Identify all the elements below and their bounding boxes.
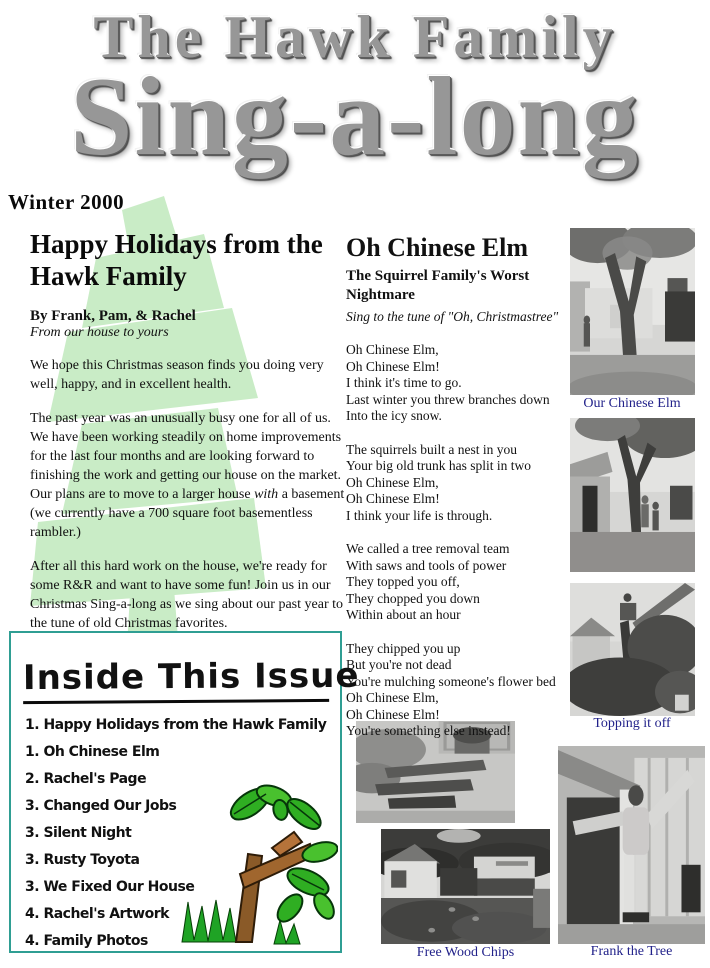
song-verse-3 bbox=[346, 541, 562, 624]
verse-line: They chipped you up bbox=[346, 640, 461, 656]
frank-photo-caption: Frank the Tree bbox=[590, 944, 673, 959]
toc-label: Rachel's Page bbox=[43, 771, 147, 787]
tree-removal-photo-graphic bbox=[570, 418, 695, 572]
toc-page-number: 2. bbox=[25, 771, 40, 787]
toc-label: Family Photos bbox=[43, 933, 148, 949]
verse-line: The squirrels built a nest in you bbox=[346, 441, 517, 457]
toc-page-number: 3. bbox=[25, 852, 40, 868]
verse-line: With saws and tools of power bbox=[346, 557, 507, 573]
song-column bbox=[346, 234, 562, 740]
verse-line: You're something else instead! bbox=[346, 723, 511, 738]
song-verse-4 bbox=[346, 641, 562, 740]
topping-photo-graphic bbox=[570, 583, 695, 716]
article-title: Happy Holidays from the Hawk Family bbox=[30, 229, 323, 291]
verse-line: Oh Chinese Elm! bbox=[346, 491, 440, 506]
article-paragraph-1: We hope this Christmas season finds you doing very well, happy, and in excellent health. bbox=[30, 358, 324, 392]
toc-page-number: 3. bbox=[25, 798, 40, 814]
verse-line: Your big old trunk has split in two bbox=[346, 458, 532, 473]
toc-label: Happy Holidays from the Hawk Family bbox=[43, 717, 327, 733]
song-title: Oh Chinese Elm bbox=[346, 233, 529, 262]
toc-page-number: 3. bbox=[25, 879, 40, 895]
toc-item bbox=[25, 874, 340, 901]
article-byline: By Frank, Pam, & Rachel bbox=[30, 308, 196, 324]
toc-label: Silent Night bbox=[43, 825, 132, 841]
toc-item bbox=[25, 739, 340, 766]
verse-line: I think your life is through. bbox=[346, 507, 493, 523]
wood-chipper-photo bbox=[381, 829, 550, 944]
toc-item bbox=[25, 766, 340, 793]
verse-line: Oh Chinese Elm! bbox=[346, 706, 440, 722]
article-paragraph-3: After all this hard work on the house, we're ready for some R&R and want to have some fun! Join us in our Christmas Sing-a-long as we sing about our past year to the tune of old Christmas favorites. bbox=[30, 559, 344, 631]
verse-line: You're mulching someone's flower bed bbox=[346, 673, 556, 689]
verse-line: Oh Chinese Elm! bbox=[346, 358, 440, 374]
masthead-title-line1: The Hawk Family bbox=[93, 4, 617, 70]
topping-photo bbox=[570, 583, 695, 716]
toc-item bbox=[25, 847, 340, 874]
toc-item bbox=[25, 928, 340, 955]
verse-line: Into the icy snow. bbox=[346, 408, 442, 423]
inside-issue-list bbox=[11, 712, 340, 955]
song-tune-note: Sing to the tune of "Oh, Christmastree" bbox=[346, 309, 559, 324]
song-verse-2 bbox=[346, 442, 562, 525]
frank-photo bbox=[558, 746, 705, 944]
toc-item bbox=[25, 820, 340, 847]
verse-line: Oh Chinese Elm, bbox=[346, 474, 439, 490]
article-tagline: From our house to yours bbox=[30, 325, 169, 340]
inside-issue-title: Inside This Issue bbox=[23, 656, 329, 704]
verse-line: They chopped you down bbox=[346, 590, 480, 606]
elm-photo-caption: Our Chinese Elm bbox=[583, 396, 681, 411]
toc-label: Oh Chinese Elm bbox=[43, 744, 160, 760]
wood-chipper-photo-graphic bbox=[381, 829, 550, 944]
toc-label: Rusty Toyota bbox=[43, 852, 140, 868]
verse-line: Oh Chinese Elm, bbox=[346, 690, 439, 705]
toc-page-number: 4. bbox=[25, 933, 40, 949]
toc-item bbox=[25, 712, 340, 739]
verse-line: Last winter you threw branches down bbox=[346, 391, 550, 407]
article-paragraph-2 bbox=[30, 409, 350, 542]
left-article bbox=[30, 228, 350, 633]
toc-page-number: 1. bbox=[25, 717, 40, 733]
masthead-title-line2: Sing-a-long bbox=[70, 55, 640, 179]
article-paragraph-2-text: The past year was an unusually busy one for all of us. We have been working steadily on home improvements for the last four months and are looking forward to finishing the work and getting our house on the market. Our plans are to move to a larger house bbox=[30, 411, 342, 502]
toc-label: Changed Our Jobs bbox=[43, 798, 177, 814]
toc-page-number: 3. bbox=[25, 825, 40, 841]
inside-this-issue-box bbox=[9, 631, 360, 953]
frank-photo-graphic bbox=[558, 746, 705, 944]
article-paragraph-2-emphasis: with bbox=[254, 487, 279, 502]
verse-line: They topped you off, bbox=[346, 574, 460, 589]
toc-page-number: 1. bbox=[25, 744, 40, 760]
issue-date: Winter 2000 bbox=[8, 190, 125, 214]
chinese-elm-photo-graphic bbox=[570, 228, 695, 395]
verse-line: I think it's time to go. bbox=[346, 375, 462, 390]
chips-photo-caption: Free Wood Chips bbox=[416, 945, 515, 960]
song-subtitle: The Squirrel Family's Worst Nightmare bbox=[346, 268, 530, 303]
song-verse-1 bbox=[346, 342, 562, 425]
toc-item bbox=[25, 901, 340, 928]
verse-line: But you're not dead bbox=[346, 657, 452, 672]
article-paragraph-2-rest: a basement (we currently have a 700 square foot basementless rambler.) bbox=[30, 487, 345, 540]
toc-page-number: 4. bbox=[25, 906, 40, 922]
verse-line: Within about an hour bbox=[346, 607, 461, 622]
tree-removal-photo bbox=[570, 418, 695, 572]
chinese-elm-photo bbox=[570, 228, 695, 395]
verse-line: Oh Chinese Elm, bbox=[346, 342, 439, 357]
toc-label: We Fixed Our House bbox=[43, 879, 195, 895]
toc-label: Rachel's Artwork bbox=[43, 906, 169, 922]
verse-line: We called a tree removal team bbox=[346, 541, 510, 556]
toc-item bbox=[25, 793, 340, 820]
masthead bbox=[0, 0, 710, 179]
topping-photo-caption: Topping it off bbox=[593, 716, 671, 731]
